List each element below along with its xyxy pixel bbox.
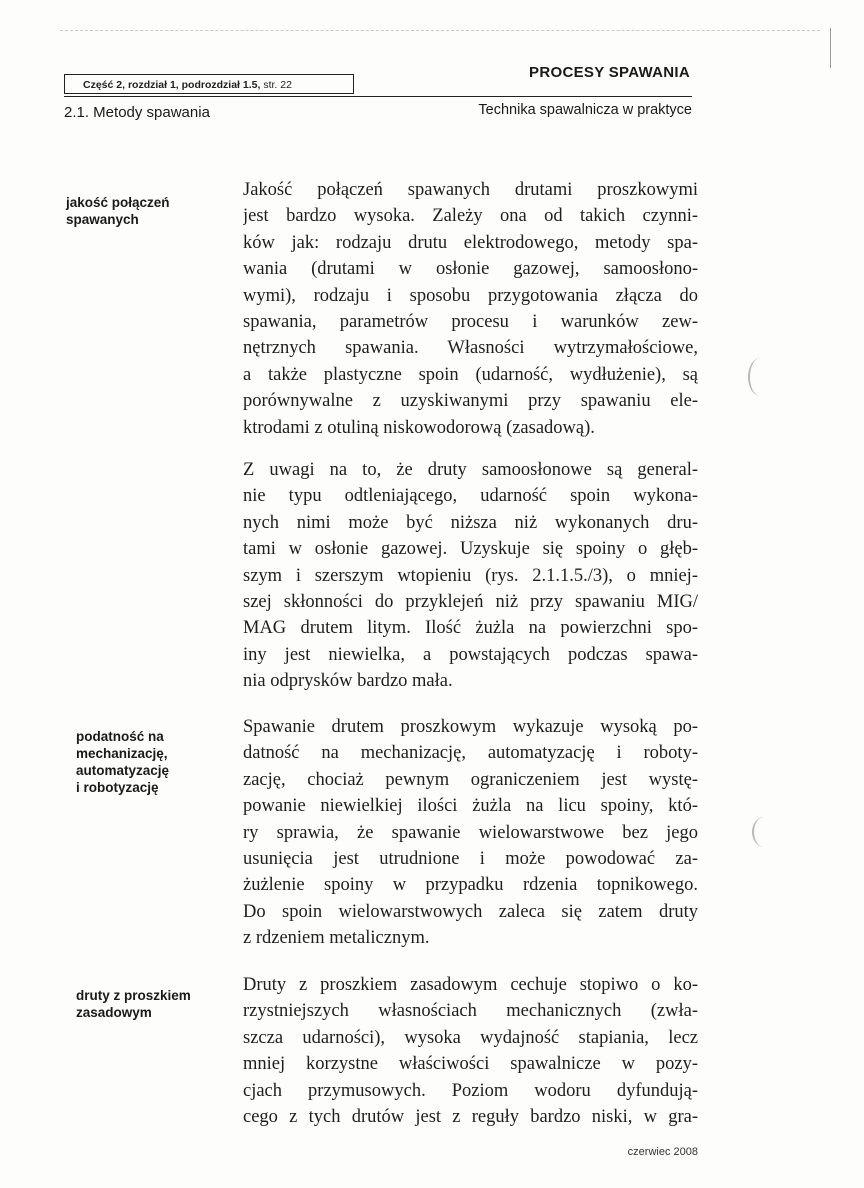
chapter-reference-box — [64, 74, 354, 94]
chapter-reference: Część 2, rozdział 1, podrozdział 1.5, — [83, 79, 261, 91]
footer-date: czerwiec 2008 — [627, 1146, 698, 1158]
paragraph-weld-quality: Jakość połączeń spawanych drutami proszkowymi jest bardzo wysoka. Zależy ona od takich czynni- ków jak: rodzaju drutu elektrodowego, metody spa- wania (drutami w osłonie gazowej, samoosłono- wymi), rodzaju i sposobu przygotowania złącza do spawania, parametrów procesu i warunków zew- nętrznych spawania. Własności wytrzymałościowe, a także plastyczne spoin (udarność, wydłużenie), są porównywalne z uzyskiwanymi przy spawaniu ele- ktrodami z otuliną niskowodorową (zasadową). — [243, 180, 698, 438]
paragraph-mechanization: Spawanie drutem proszkowym wykazuje wysoką po- datność na mechanizację, automatyzację i roboty- zację, chociaż pewnym ograniczeniem jest wystę- powanie niewielkiej ilości żużla na licu spoiny, któ- ry sprawia, że spawanie wielowarstwowe bez jego usunięcia jest utrudnione i może powodować za- żużlenie spoiny w przypadku rdzenia topnikowego. Do spoin wielowarstwowych zaleca się zatem druty z rdzeniem metalicznym. — [243, 717, 698, 949]
scan-edge-line — [60, 30, 820, 31]
margin-label-mechanization: podatność na mechanizację, automatyzację i robotyzację — [76, 729, 170, 795]
scan-edge-mark — [830, 28, 831, 68]
margin-label-basic-flux-wires: druty z proszkiem zasadowym — [76, 988, 191, 1020]
punch-hole-mark — [748, 358, 772, 396]
header-title: PROCESY SPAWANIA — [529, 64, 690, 81]
punch-hole-mark — [752, 817, 776, 847]
paragraph-self-shielded-wires: Z uwagi na to, że druty samoosłonowe są general- nie typu odtleniającego, udarność spoin wykona- nych nimi może być niższa niż wykonanych dru- tami w osłonie gazowej. Uzyskuje się spoiny o głęb- szym i szerszym wtopieniu (rys. 2.1.1.5./3), o mniej- szej skłonności do przyklejeń niż przy spawaniu MIG/ MAG drutem litym. Ilość żużla na powierzchni spo- iny jest niewielka, a powstających podczas spawa- nia odprysków bardzo mała. — [243, 460, 698, 692]
header-subtitle: Technika spawalnicza w praktyce — [478, 102, 692, 118]
page-reference: str. 22 — [263, 79, 292, 91]
margin-label-weld-quality: jakość połączeń spawanych — [66, 195, 170, 227]
paragraph-basic-flux-wires: Druty z proszkiem zasadowym cechuje stopiwo o ko- rzystniejszych własnościach mechanicznych (zwła- szcza udarności), wysoka wydajność stapiania, lecz mniej korzystne właściwości spawalnicze w pozy- cjach przymusowych. Poziom wodoru dyfundują- cego z tych drutów jest z reguły bardzo niski, w gra- — [243, 975, 698, 1128]
header-divider — [64, 96, 692, 97]
section-label: 2.1. Metody spawania — [64, 104, 210, 121]
